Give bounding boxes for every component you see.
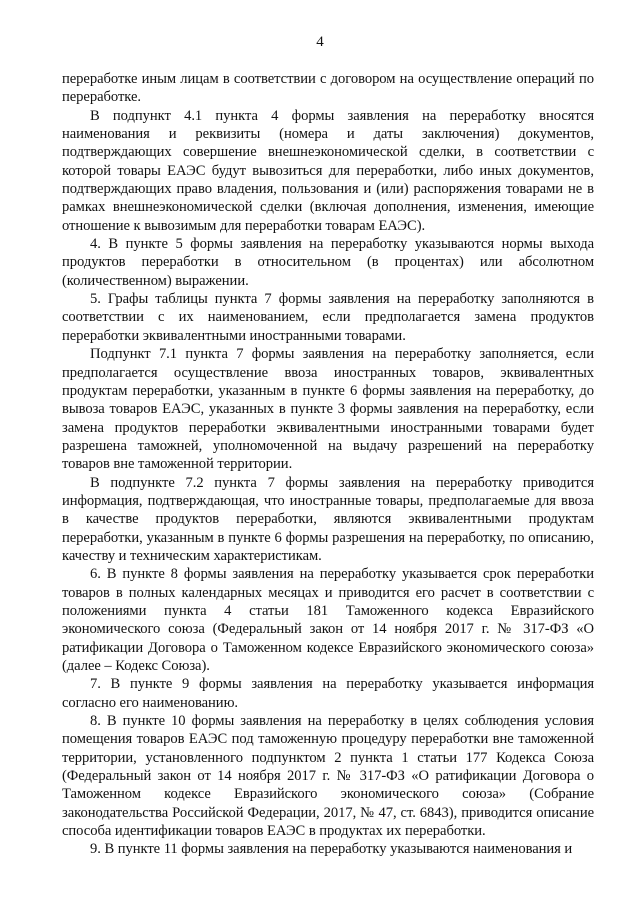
paragraph-item-8: 8. В пункте 10 формы заявления на переработку в целях соблюдения условия помещения товаров ЕАЭС под таможенную процедуру переработки вне таможенной территории, установленного подпунктом 2 пункта 1 статьи 177 Кодекса Союза (Федеральный закон от 14 ноября 2017 г. № 317-ФЗ «О ратификации Договора о Таможенном кодексе Евразийского экономического союза» (Собрание законодательства Российской Федерации, 2017, № 47, ст. 6843), приводится описание способа идентификации товаров ЕАЭС в продуктах их переработки.	[62, 713, 594, 840]
paragraph-subitem-7-1: Подпункт 7.1 пункта 7 формы заявления на переработку заполняется, если предполагается осуществление ввоза иностранных товаров, эквивалентных продуктам переработки, указанным в пункте 6 формы заявления на переработку, до вывоза товаров ЕАЭС, указанных в пункте 3 формы заявления на переработку, если замена продуктов переработки эквивалентными иностранными товарами будет разрешена таможней, уполномоченной на выдачу разрешений на переработку товаров вне таможенной территории.	[62, 346, 594, 473]
paragraph-item-9: 9. В пункте 11 формы заявления на переработку указываются наименования и	[90, 841, 573, 858]
paragraph-continuation: переработке иным лицам в соответствии с договором на осуществление операций по переработке.	[62, 71, 594, 106]
paragraph-item-6: 6. В пункте 8 формы заявления на переработку указывается срок переработки товаров в полных календарных месяцах и приводится его расчет в соответствии с положениями пункта 4 статьи 181 Таможенного кодекса Евразийского экономического союза (Федеральный закон от 14 ноября 2017 г. № 317-ФЗ «О ратификации Договора о Таможенном кодексе Евразийского экономического союза» (далее – Кодекс Союза).	[62, 566, 594, 674]
paragraph-item-7: 7. В пункте 9 формы заявления на переработку указывается информация согласно его наименованию.	[62, 676, 594, 711]
paragraph-item-5: 5. Графы таблицы пункта 7 формы заявления на переработку заполняются в соответствии с их наименованием, если предполагается замена продуктов переработки эквивалентными иностранными товарами.	[62, 291, 594, 344]
paragraph-item-4: 4. В пункте 5 формы заявления на переработку указываются нормы выхода продуктов переработки в относительном (в процентах) или абсолютном (количественном) выражении.	[62, 236, 594, 289]
paragraph-subitem-7-2: В подпункте 7.2 пункта 7 формы заявления на переработку приводится информация, подтверждающая, что иностранные товары, предполагаемые для ввоза в качестве продуктов переработки, являются эквивалентными продуктам переработки, указанным в пункте 6 формы разрешения на переработку, по описанию, качеству и техническим характеристикам.	[62, 474, 594, 564]
page-number: 4	[316, 34, 324, 50]
document-body	[62, 70, 594, 859]
paragraph-subitem-4-1: В подпункт 4.1 пункта 4 формы заявления на переработку вносятся наименования и реквизиты (номера и даты заключения) документов, подтверждающих совершение внешнеэкономической сделки, в соответствии с которой товары ЕАЭС будут вывозиться для переработки, либо иных документов, подтверждающих право владения, пользования и (или) распоряжения товарами не в рамках внешнеэкономической сделки (включая дополнения, изменения, имеющие отношение к вывозимым для переработки товарам ЕАЭС).	[62, 107, 594, 234]
